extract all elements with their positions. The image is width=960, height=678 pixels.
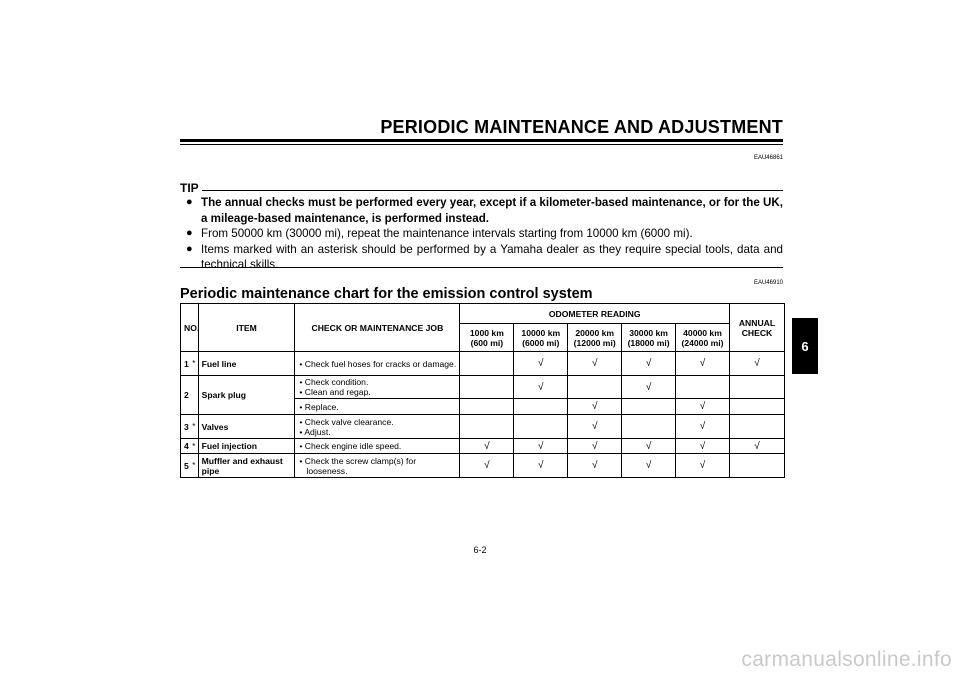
- check-mark: √: [754, 440, 760, 452]
- check-mark: √: [699, 460, 706, 471]
- row-job: [295, 399, 460, 415]
- check-mark: √: [484, 440, 490, 452]
- check-mark: √: [699, 421, 706, 432]
- interval-check-cell: [568, 399, 622, 415]
- table-row: [181, 415, 785, 439]
- interval-check-cell: [622, 454, 676, 478]
- interval-check-cell: [514, 376, 568, 399]
- interval-check-cell: [460, 352, 514, 376]
- row-job: [295, 376, 460, 399]
- header-item: ITEM: [198, 304, 295, 352]
- header-interval: [568, 324, 622, 352]
- interval-check-cell: [568, 376, 622, 399]
- row-job: [295, 439, 460, 454]
- page-number: 6-2: [473, 545, 487, 555]
- header-no: NO.: [181, 304, 199, 352]
- job-line: • Check the screw clamp(s) for looseness.: [299, 455, 417, 476]
- check-mark: √: [699, 358, 706, 369]
- check-mark: √: [538, 440, 544, 452]
- dealer-asterisk: *: [189, 454, 198, 478]
- interval-check-cell: [568, 439, 622, 454]
- watermark: carmanualsonline.info: [741, 648, 952, 671]
- job-line: • Check valve clearance.: [299, 416, 394, 427]
- interval-check-cell: [676, 399, 730, 415]
- chapter-tab: 6: [792, 318, 818, 374]
- header-annual-check: ANNUAL CHECK: [729, 304, 784, 352]
- interval-check-cell: [514, 415, 568, 439]
- row-number: 5: [181, 454, 190, 478]
- check-mark: √: [591, 460, 598, 471]
- check-mark: √: [591, 401, 598, 412]
- tip-item-text: From 50000 km (30000 mi), repeat the maintenance intervals starting from 10000 km (6000 mi).: [201, 227, 693, 240]
- interval-check-cell: [460, 415, 514, 439]
- header-rule-thin: [180, 144, 783, 145]
- table-row: [181, 454, 785, 478]
- interval-mi: (600 mi): [470, 337, 504, 348]
- interval-km: 10000 km: [521, 327, 561, 338]
- tip-item: [183, 226, 783, 242]
- chart-reference-code: EAU46910: [753, 280, 783, 286]
- header-interval: [676, 324, 730, 352]
- check-mark: √: [591, 440, 598, 452]
- row-number: 1: [181, 352, 190, 376]
- check-mark: √: [645, 440, 652, 452]
- row-number: 3: [181, 415, 190, 439]
- interval-mi: (24000 mi): [681, 337, 724, 348]
- tip-item: [183, 195, 783, 226]
- maintenance-chart-table: [180, 303, 785, 478]
- interval-km: 30000 km: [629, 327, 668, 338]
- interval-check-cell: [460, 454, 514, 478]
- interval-check-cell: [622, 399, 676, 415]
- dealer-asterisk: *: [189, 439, 198, 454]
- row-job: [295, 415, 460, 439]
- table-row: [181, 439, 785, 454]
- check-mark: √: [645, 460, 652, 471]
- interval-mi: (12000 mi): [573, 337, 616, 348]
- row-item: Muffler and exhaust pipe: [198, 454, 295, 478]
- header-interval: [514, 324, 568, 352]
- check-mark: √: [538, 381, 544, 393]
- job-line: • Adjust.: [299, 426, 331, 437]
- interval-check-cell: [676, 415, 730, 439]
- interval-check-cell: [514, 399, 568, 415]
- header-odometer: ODOMETER READING: [460, 304, 730, 324]
- tip-list: [183, 195, 783, 273]
- check-mark: √: [645, 358, 652, 369]
- job-line: • Check engine idle speed.: [299, 441, 402, 451]
- interval-check-cell: [460, 399, 514, 415]
- check-mark: √: [591, 358, 598, 369]
- header-interval: [622, 324, 676, 352]
- row-item: Fuel injection: [198, 439, 295, 454]
- tip-label: TIP: [180, 181, 199, 195]
- bullet-icon: ●: [186, 196, 193, 208]
- interval-check-cell: [676, 454, 730, 478]
- job-line: • Check fuel hoses for cracks or damage.: [299, 358, 457, 369]
- interval-check-cell: [568, 454, 622, 478]
- interval-check-cell: [622, 376, 676, 399]
- job-line: • Replace.: [299, 401, 339, 412]
- interval-check-cell: [514, 352, 568, 376]
- interval-check-cell: [676, 352, 730, 376]
- check-mark: √: [754, 358, 760, 369]
- maintenance-chart-body: [181, 352, 785, 478]
- tip-top-rule: [202, 190, 783, 191]
- bullet-icon: ●: [186, 242, 193, 255]
- interval-check-cell: [676, 376, 730, 399]
- check-mark: √: [645, 381, 652, 393]
- dealer-asterisk: [189, 376, 198, 415]
- row-number: 2: [181, 376, 190, 415]
- table-row: [181, 376, 785, 399]
- dealer-asterisk: *: [189, 415, 198, 439]
- table-row: [181, 352, 785, 376]
- row-item: Spark plug: [198, 376, 295, 415]
- section-heading: Periodic maintenance chart for the emission control system: [180, 286, 593, 302]
- header-rule-thick: [180, 139, 783, 142]
- check-mark: √: [699, 401, 706, 412]
- interval-check-cell: [622, 439, 676, 454]
- dealer-asterisk: *: [189, 352, 198, 376]
- row-job: [295, 352, 460, 376]
- interval-mi: (18000 mi): [627, 337, 670, 348]
- annual-check-cell: [729, 454, 784, 478]
- interval-km: 20000 km: [575, 327, 615, 338]
- check-mark: √: [699, 440, 706, 452]
- interval-check-cell: [514, 454, 568, 478]
- interval-check-cell: [568, 352, 622, 376]
- interval-km: 1000 km: [469, 327, 504, 338]
- check-mark: √: [484, 460, 490, 471]
- interval-km: 40000 km: [683, 327, 722, 338]
- row-item: Fuel line: [198, 352, 295, 376]
- header-interval: [460, 324, 514, 352]
- row-job: [295, 454, 460, 478]
- job-line: • Check condition.: [299, 377, 369, 387]
- bullet-icon: ●: [186, 227, 193, 239]
- interval-check-cell: [676, 439, 730, 454]
- annual-check-cell: [729, 376, 784, 399]
- annual-check-cell: [729, 352, 784, 376]
- tip-bottom-rule: [180, 267, 783, 268]
- interval-check-cell: [622, 352, 676, 376]
- interval-check-cell: [514, 439, 568, 454]
- interval-check-cell: [568, 415, 622, 439]
- check-mark: √: [538, 460, 544, 471]
- annual-check-cell: [729, 415, 784, 439]
- annual-check-cell: [729, 399, 784, 415]
- check-mark: √: [538, 358, 544, 369]
- tip-item-text: The annual checks must be performed every year, except if a kilometer-based maintenance, or for the UK, a mileage-based maintenance, is performed instead.: [201, 196, 783, 225]
- page-header-title: PERIODIC MAINTENANCE AND ADJUSTMENT: [380, 117, 783, 137]
- interval-check-cell: [460, 439, 514, 454]
- row-item: Valves: [198, 415, 295, 439]
- header-job: CHECK OR MAINTENANCE JOB: [295, 304, 460, 352]
- check-mark: √: [591, 421, 598, 432]
- tip-reference-code: EAU46861: [753, 155, 783, 161]
- job-line: • Clean and regap.: [299, 387, 371, 397]
- annual-check-cell: [729, 439, 784, 454]
- interval-mi: (6000 mi): [522, 337, 560, 348]
- tip-item-text: Items marked with an asterisk should be performed by a Yamaha dealer as they require special tools, data and technical skills.: [201, 242, 783, 271]
- row-number: 4: [181, 439, 190, 454]
- interval-check-cell: [460, 376, 514, 399]
- interval-check-cell: [622, 415, 676, 439]
